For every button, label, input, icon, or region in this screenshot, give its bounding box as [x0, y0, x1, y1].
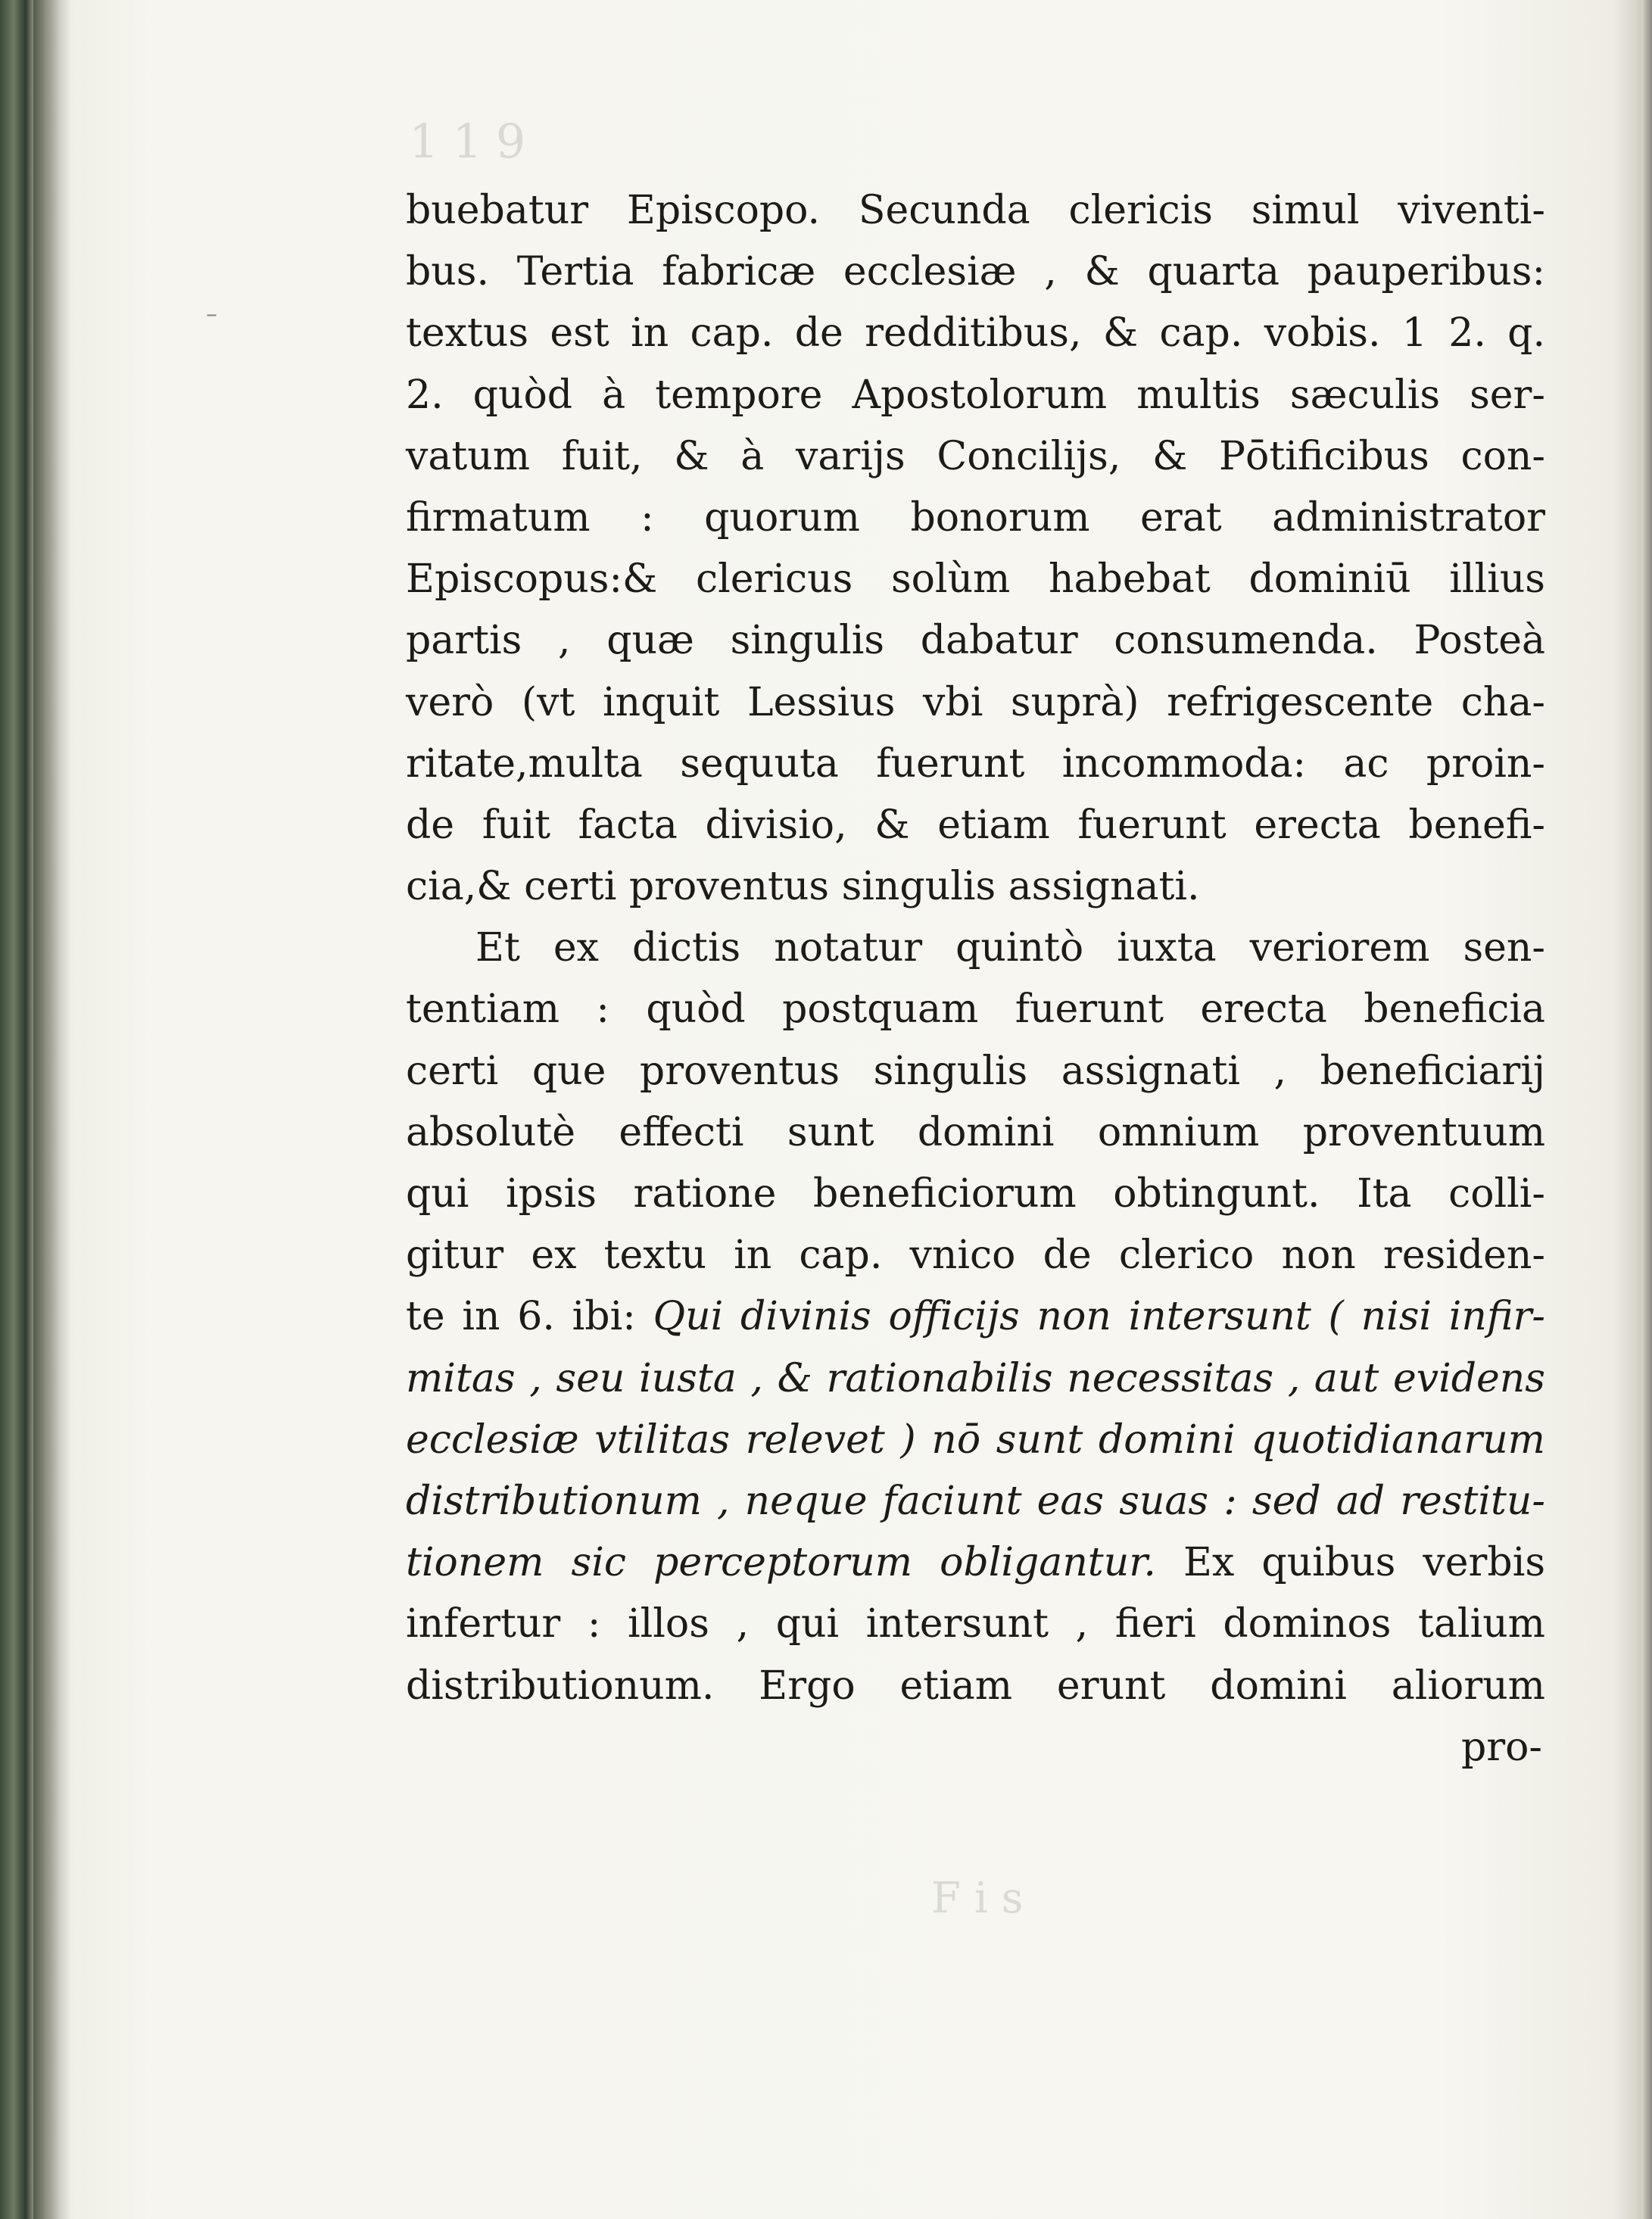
text-line: vatum fuit, & à varijs Concilijs, & Pōtificibus con- — [406, 433, 1545, 479]
italic-quote-line: mitas , seu iusta , & rationabilis necessitas , aut evidens — [406, 1355, 1545, 1401]
text-line: gitur ex textu in cap. vnico de clerico non residen- — [406, 1233, 1545, 1279]
text-line: tentiam : quòd postquam fuerunt erecta beneficia — [406, 986, 1545, 1033]
binding-gutter — [33, 0, 71, 2219]
text-line: ritate,multa sequuta fuerunt incommoda: ac proin- — [406, 740, 1545, 787]
text-line: bus. Tertia fabricæ ecclesiæ , & quarta pauperibus: — [406, 249, 1545, 295]
text-roman: Ex quibus verbis — [1183, 1540, 1546, 1586]
text-line: verò (vt inquit Lessius vbi suprà) refrigescente cha- — [406, 679, 1545, 725]
italic-quote-line: distributionum , neque faciunt eas suas : sed ad restitu- — [406, 1478, 1545, 1524]
paragraph-start-line: Et ex dictis notatur quintò iuxta veriorem sen- — [475, 925, 1545, 971]
text-line: distributionum. Ergo etiam erunt domini aliorum — [406, 1663, 1545, 1709]
text-line: certi que proventus singulis assignati , beneficiarij — [406, 1048, 1545, 1094]
text-line: absolutè effecti sunt domini omnium proventuum — [406, 1109, 1545, 1155]
text-line-mixed — [406, 1532, 1545, 1594]
bleed-through-page-number: 119 — [409, 114, 540, 169]
bleed-through-signature: Fis — [931, 1874, 1037, 1923]
text-line: textus est in cap. de redditibus, & cap. vobis. 1 2. q. — [406, 310, 1545, 357]
text-line: qui ipsis ratione beneficiorum obtingunt. Ita colli- — [406, 1171, 1545, 1217]
text-line: 2. quòd à tempore Apostolorum multis sæculis ser- — [406, 372, 1545, 418]
text-line: de fuit facta divisio, & etiam fuerunt erecta benefi- — [406, 802, 1545, 848]
text-roman: te in 6. ibi: — [406, 1294, 636, 1340]
paragraph-end-line: cia,& certi proventus singulis assignati. — [406, 864, 1200, 910]
text-line: firmatum : quorum bonorum erat administrator — [406, 494, 1545, 541]
text-line: Episcopus:& clericus solùm habebat dominiū illius — [406, 556, 1545, 603]
page-edge — [1641, 0, 1652, 2219]
text-italic-quote: tionem sic perceptorum obligantur. — [406, 1540, 1156, 1586]
text-line-mixed — [406, 1286, 1545, 1348]
text-line: infertur : illos , qui intersunt , fieri dominos talium — [406, 1601, 1545, 1647]
body-text — [406, 180, 1545, 1778]
margin-mark: – — [206, 301, 217, 328]
italic-quote-line: ecclesiæ vtilitas relevet ) nō sunt domini quotidianarum — [406, 1416, 1545, 1463]
text-italic-quote: Qui divinis officijs non intersunt ( nisi infir- — [653, 1294, 1545, 1340]
catchword: pro- — [1460, 1724, 1542, 1770]
text-line: partis , quæ singulis dabatur consumenda. Posteà — [406, 618, 1545, 664]
text-line: buebatur Episcopo. Secunda clericis simul viventi- — [406, 188, 1545, 233]
